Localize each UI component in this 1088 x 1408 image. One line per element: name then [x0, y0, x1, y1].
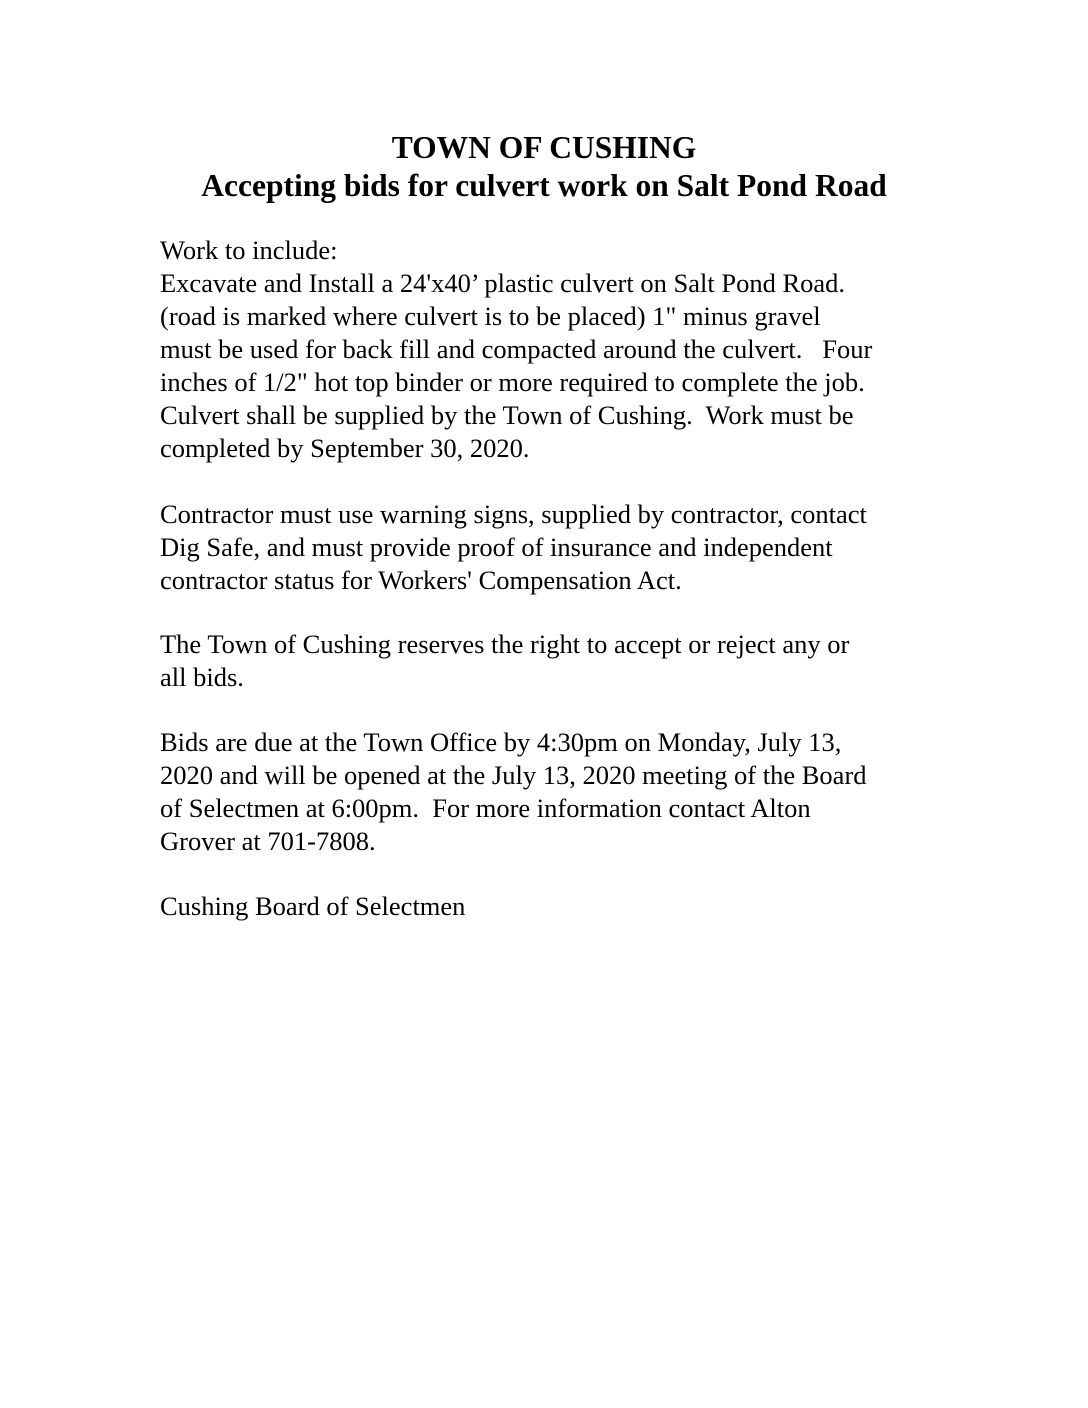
text-line: Work to include: — [160, 235, 338, 265]
text-line: Dig Safe, and must provide proof of insurance and independent — [160, 532, 833, 562]
text-line: all bids. — [160, 662, 244, 692]
text-line: 2020 and will be opened at the July 13, 2020 meeting of the Board — [160, 760, 867, 790]
text-line: contractor status for Workers' Compensation Act. — [160, 565, 682, 595]
text-line: The Town of Cushing reserves the right to accept or reject any or — [160, 629, 850, 659]
signature: Cushing Board of Selectmen — [160, 891, 466, 921]
text-line: inches of 1/2" hot top binder or more required to complete the job. — [160, 367, 865, 397]
text-line: Culvert shall be supplied by the Town of Cushing. Work must be — [160, 400, 854, 430]
text-line: Excavate and Install a 24'x40’ plastic culvert on Salt Pond Road. — [160, 268, 846, 298]
text-line: Bids are due at the Town Office by 4:30pm on Monday, July 13, — [160, 727, 842, 757]
text-line: (road is marked where culvert is to be placed) 1" minus gravel — [160, 301, 821, 331]
text-line: must be used for back fill and compacted around the culvert. Four — [160, 334, 873, 364]
text-line: completed by September 30, 2020. — [160, 433, 530, 463]
page-subtitle: Accepting bids for culvert work on Salt Pond Road — [201, 168, 887, 203]
text-line: Grover at 701-7808. — [160, 826, 376, 856]
text-line: of Selectmen at 6:00pm. For more information contact Alton — [160, 793, 811, 823]
text-line: Contractor must use warning signs, supplied by contractor, contact — [160, 499, 867, 529]
page-title: TOWN OF CUSHING — [391, 130, 697, 165]
